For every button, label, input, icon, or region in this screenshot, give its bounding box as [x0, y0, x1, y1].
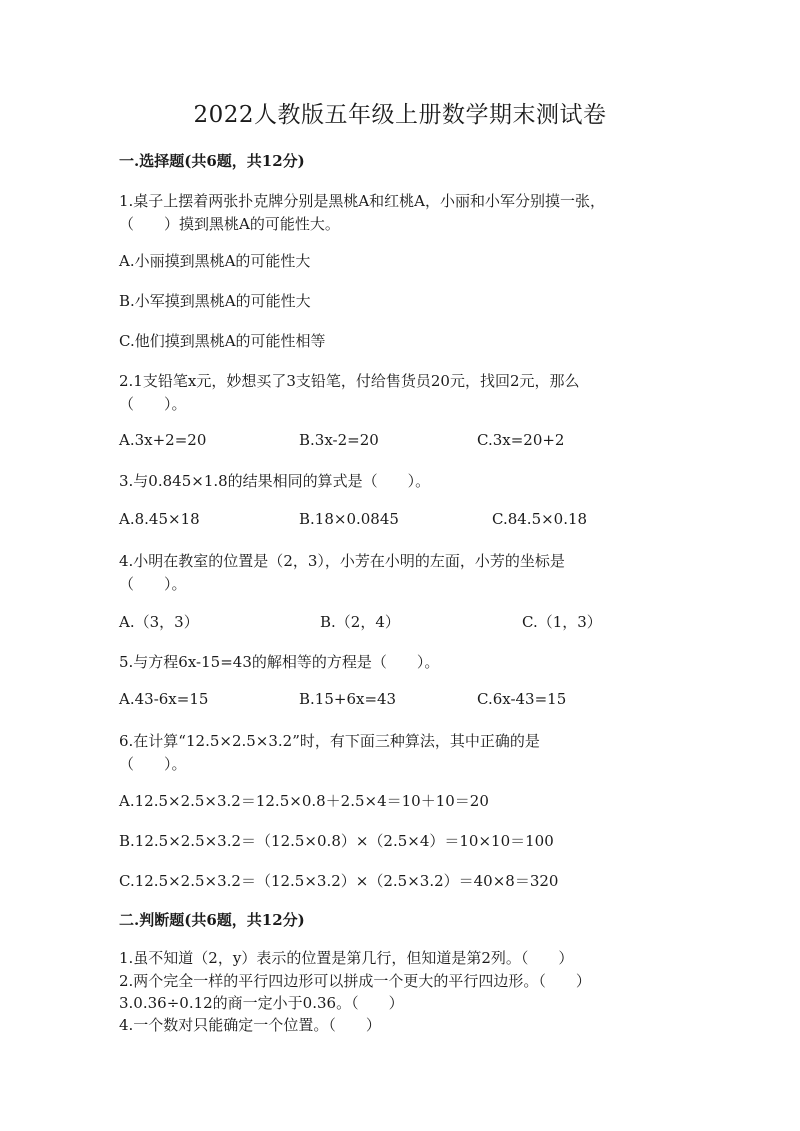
question-6-line-1: 6.在计算“12.5×2.5×3.2”时，有下面三种算法，其中正确的是: [119, 732, 540, 750]
question-3-option-a: A.8.45×18: [119, 510, 200, 528]
judgement-item-1: 1.虽不知道（2，y）表示的位置是第几行，但知道是第2列。（ ）: [119, 949, 574, 967]
question-3-line-1: 3.与0.845×1.8的结果相同的算式是（ ）。: [119, 472, 431, 490]
question-1-option-b: B.小军摸到黑桃A的可能性大: [119, 292, 311, 310]
question-2-option-a: A.3x+2=20: [119, 431, 207, 449]
question-3-option-b: B.18×0.0845: [299, 510, 399, 528]
question-4-line-2: （ ）。: [119, 575, 187, 593]
question-6-option-b: B.12.5×2.5×3.2＝（12.5×0.8）×（2.5×4）＝10×10＝100: [119, 832, 554, 850]
question-4-option-b: B.（2，4）: [320, 613, 400, 631]
question-2-line-2: （ ）。: [119, 395, 187, 413]
judgement-item-4: 4.一个数对只能确定一个位置。（ ）: [119, 1016, 381, 1034]
question-2-option-c: C.3x=20+2: [477, 431, 565, 449]
question-6-option-a: A.12.5×2.5×3.2＝12.5×0.8＋2.5×4＝10＋10＝20: [119, 792, 489, 810]
page-title: 2022人教版五年级上册数学期末测试卷: [193, 102, 607, 128]
judgement-item-3: 3.0.36÷0.12的商一定小于0.36。（ ）: [119, 994, 404, 1012]
judgement-item-2: 2.两个完全一样的平行四边形可以拼成一个更大的平行四边形。（ ）: [119, 972, 591, 990]
question-1-option-c: C.他们摸到黑桃A的可能性相等: [119, 332, 326, 350]
question-5-option-b: B.15+6x=43: [299, 690, 397, 708]
question-2-option-b: B.3x-2=20: [299, 431, 379, 449]
question-5-option-a: A.43-6x=15: [119, 690, 209, 708]
question-1-line-2: （ ）摸到黑桃A的可能性大。: [119, 215, 340, 233]
question-6-line-2: （ ）。: [119, 755, 187, 773]
question-3-option-c: C.84.5×0.18: [492, 510, 588, 528]
question-1-line-1: 1.桌子上摆着两张扑克牌分别是黑桃A和红桃A，小丽和小军分别摸一张，: [119, 192, 605, 210]
question-4-line-1: 4.小明在教室的位置是（2，3），小芳在小明的左面，小芳的坐标是: [119, 552, 565, 570]
question-6-option-c: C.12.5×2.5×3.2＝（12.5×3.2）×（2.5×3.2）＝40×8＝320: [119, 872, 559, 890]
section-heading-choice: 一.选择题(共6题，共12分): [119, 152, 305, 170]
question-5-option-c: C.6x-43=15: [477, 690, 567, 708]
question-4-option-a: A.（3，3）: [119, 613, 199, 631]
question-1-option-a: A.小丽摸到黑桃A的可能性大: [119, 252, 311, 270]
section-heading-judgement: 二.判断题(共6题，共12分): [119, 911, 305, 929]
question-5-line-1: 5.与方程6x-15=43的解相等的方程是（ ）。: [119, 653, 440, 671]
question-2-line-1: 2.1支铅笔x元，妙想买了3支铅笔，付给售货员20元，找回2元，那么: [119, 372, 580, 390]
question-4-option-c: C.（1，3）: [522, 613, 602, 631]
